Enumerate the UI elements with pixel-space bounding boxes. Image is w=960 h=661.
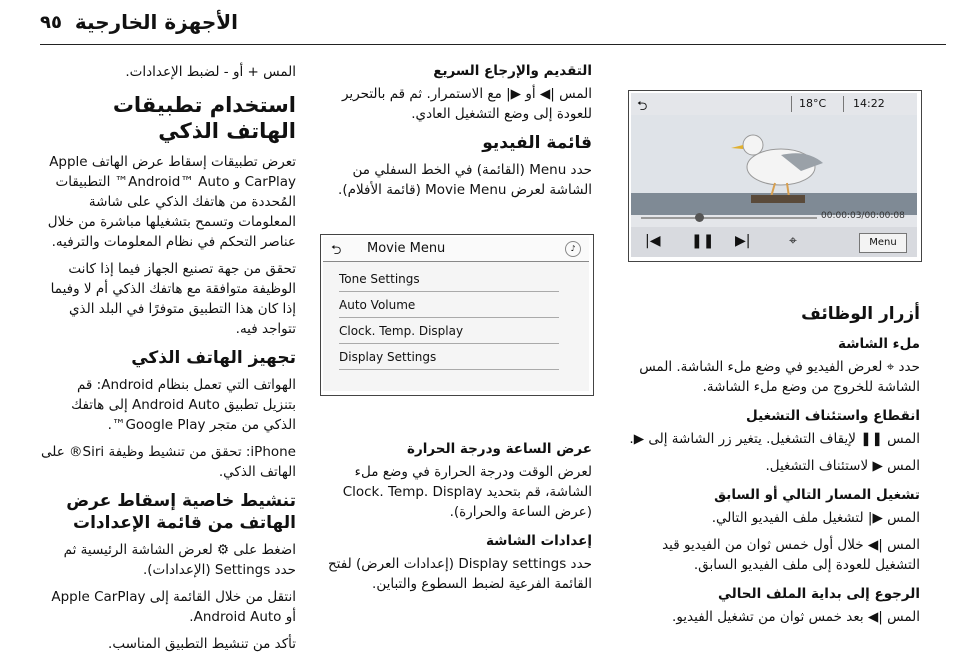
progress-track[interactable]	[641, 217, 817, 219]
text-activate-1: اضغط على ⚙ لعرض الشاشة الرئيسية ثم حدد Settings (الإعدادات).	[63, 542, 296, 578]
fullscreen-icon[interactable]: ⌖	[789, 233, 797, 249]
heading-fullscreen: ملء الشاشة	[838, 336, 920, 352]
page-header	[0, 0, 960, 40]
next-track-icon[interactable]: ▶|	[735, 233, 751, 249]
page-title: الأجهزة الخارجية	[74, 10, 238, 34]
heading-video-menu: قائمة الفيديو	[482, 133, 592, 153]
menu-title: Movie Menu	[367, 241, 446, 256]
control-bar	[631, 227, 917, 257]
text-projection-intro: تعرض تطبيقات إسقاط عرض الهاتف Apple CarPlay و Android™ Auto™ التطبيقات المُحددة من هاتفك الذكي على شاشة المعلومات وتسمح بتشغيلها مباشرة من خلال عناصر التحكم في نظام المعلومات والترفيه.	[47, 154, 296, 250]
text-pause-1: المس ❚❚ لإيقاف التشغيل. يتغير زر الشاشة إلى ▶.	[629, 431, 920, 447]
heading-next-previous: تشغيل المسار التالي أو السابق	[714, 487, 920, 503]
movie-menu-illustration	[320, 234, 594, 396]
menu-item-tone-settings[interactable]: Tone Settings	[339, 267, 559, 292]
heading-activate-projection: تنشيط خاصية إسقاط عرض الهاتف من قائمة الإعدادات	[66, 491, 296, 533]
heading-display-settings: إعدادات الشاشة	[485, 533, 592, 549]
menu-button[interactable]: Menu	[859, 233, 907, 253]
back-icon[interactable]: ⮌	[331, 243, 342, 258]
divider	[843, 96, 844, 112]
menu-top-bar	[323, 237, 589, 262]
text-android: الهواتف التي تعمل بنظام Android: قم بتنزيل تطبيق Android Auto إلى هاتفك الذكي من متجر Google Play™.	[71, 377, 296, 433]
music-note-icon: ♪	[565, 241, 581, 257]
text-fast-forward: المس |◀ أو ▶| مع الاستمرار. ثم قم بالتحرير للعودة إلى وضع التشغيل العادي.	[341, 86, 592, 122]
text-fullscreen: حدد ⌖ لعرض الفيديو في وضع ملء الشاشة. المس الشاشة للخروج من وضع ملء الشاشة.	[639, 359, 920, 395]
left-column-text	[40, 62, 296, 661]
text-display-settings: حدد Display settings (إعدادات العرض) لفتح القائمة الفرعية لضبط السطوع والتباين.	[327, 556, 592, 592]
menu-item-clock-temp-display[interactable]: Clock. Temp. Display	[339, 319, 559, 344]
back-icon[interactable]: ⮌	[637, 99, 648, 114]
heading-prepare-smartphone: تجهيز الهاتف الذكي	[131, 348, 296, 368]
text-video-menu: حدد Menu (القائمة) في الخط السفلي من الشاشة لعرض Movie Menu (قائمة الأفلام).	[338, 162, 592, 198]
middle-column-text	[320, 62, 592, 207]
menu-frame	[323, 237, 589, 391]
text-next: المس ▶| لتشغيل ملف الفيديو التالي.	[711, 510, 920, 526]
text-compatibility: تحقق من جهة تصنيع الجهاز فيما إذا كانت الوظيفة متوافقة مع هاتفك الذكي أم لا وفيما إذا كان هذا التطبيق متوفرًا في البلد الذي تتواجد فيه.	[50, 261, 296, 337]
text-pause-2: المس ▶ لاستئناف التشغيل.	[765, 458, 920, 474]
text-iphone: iPhone: تحقق من تنشيط وظيفة Siri® على الهاتف الذكي.	[40, 444, 296, 480]
heading-smartphone-apps: استخدام تطبيقات الهاتف الذكي	[112, 93, 296, 143]
text-previous: المس |◀ خلال أول خمس ثوان من الفيديو قيد التشغيل للعودة إلى ملف الفيديو السابق.	[662, 537, 920, 573]
middle-column-lower-text	[320, 440, 592, 601]
previous-track-icon[interactable]: |◀	[645, 233, 661, 249]
pause-icon[interactable]: ❚❚	[691, 233, 715, 249]
heading-back-to-start: الرجوع إلى بداية الملف الحالي	[718, 586, 920, 602]
header-rule	[40, 44, 946, 45]
clock-readout: 14:22	[853, 97, 885, 110]
video-frame	[631, 93, 917, 257]
heading-function-buttons: أزرار الوظائف	[801, 304, 920, 324]
text-clock-temp: لعرض الوقت ودرجة الحرارة في وضع ملء الشاشة، قم بتحديد Clock. Temp. Display (عرض الساعة والحرارة).	[342, 464, 592, 520]
menu-item-display-settings[interactable]: Display Settings	[339, 345, 559, 370]
divider	[791, 96, 792, 112]
video-screen-illustration	[628, 90, 922, 262]
heading-fast-forward: التقديم والإرجاع السريع	[433, 63, 592, 79]
menu-item-auto-volume[interactable]: Auto Volume	[339, 293, 559, 318]
right-column-text	[628, 295, 920, 634]
heading-pause: انقطاع واستئناف التشغيل	[746, 408, 920, 424]
heading-clock-temp: عرض الساعة ودرجة الحرارة	[407, 441, 592, 457]
page-number: ٩٥	[40, 12, 62, 33]
temperature-readout: 18°C	[799, 97, 827, 110]
text-back-to-start: المس |◀ بعد خمس ثوان من تشغيل الفيديو.	[672, 609, 920, 625]
text-activate-3: تأكد من تنشيط التطبيق المناسب.	[108, 636, 296, 652]
text-activate-2: انتقل من خلال القائمة إلى Apple CarPlay أو Android Auto.	[51, 589, 296, 625]
progress-thumb[interactable]	[695, 213, 704, 222]
timecode: 00:00:03/00:00:08	[821, 211, 905, 221]
text-adjust-settings: المس + أو - لضبط الإعدادات.	[125, 64, 296, 80]
status-bar	[631, 93, 917, 115]
seagull-video-image	[631, 115, 917, 215]
